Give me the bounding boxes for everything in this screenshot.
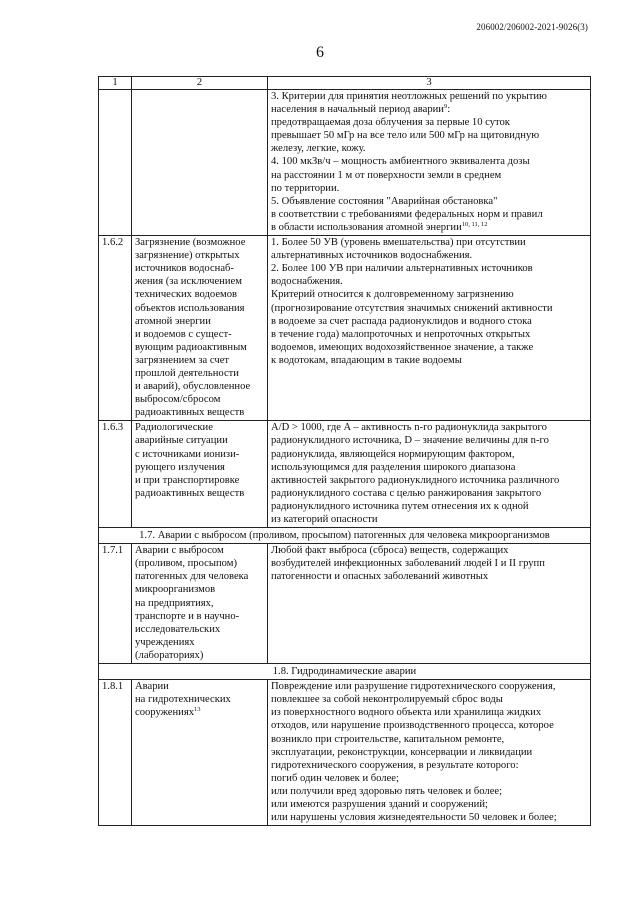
footnote-mark: 13 — [194, 706, 201, 714]
text-line: радионуклидного источника, D – значение величины для n-го — [271, 435, 549, 447]
text-line: в течение года) малопроточных и непроточных открытых — [271, 328, 531, 340]
text-line: Критерий относится к долговременному загрязнению — [271, 289, 514, 301]
section-row-1-7 — [99, 528, 591, 544]
text-line: Аварии — [135, 681, 169, 693]
text-line: (лабораториях) — [135, 649, 204, 661]
object-cell — [132, 680, 268, 826]
page-number: 6 — [316, 44, 324, 61]
text-line: жения (за исключением — [135, 276, 242, 288]
table-row-1-8-1 — [99, 680, 591, 826]
table-row-continuation — [99, 90, 591, 236]
text-line: аварийные ситуации — [135, 435, 228, 447]
section-row-1-8 — [99, 664, 591, 680]
object-cell — [132, 90, 268, 236]
text-line: из поверхностного водного объекта или хранилища жидких — [271, 707, 542, 719]
text-line: 3. Критерии для принятия неотложных решений по укрытию — [271, 91, 547, 102]
text-line: атомной энергии — [135, 315, 211, 327]
text-line: повлекшее за собой неконтролируемый сброс воды — [271, 694, 503, 706]
text-line: погиб один человек и более; — [271, 772, 399, 784]
text-line: Повреждение или разрушение гидротехнического сооружения, — [271, 681, 556, 693]
text-line: Аварии с выбросом — [135, 545, 224, 557]
text-line: железу, легкие, кожу. — [271, 143, 366, 155]
text-line: водоемов, имеющих водохозяйственное значение, а также — [271, 341, 534, 353]
text-line: вующим радиоактивным — [135, 341, 247, 353]
text-line: микроорганизмов — [135, 584, 216, 596]
criteria-table — [98, 76, 591, 826]
object-cell — [132, 544, 268, 664]
criteria-cell — [268, 421, 591, 528]
text-line: или нарушены условия жизнедеятельности 50 человек и более; — [271, 812, 557, 824]
row-number-cell: 1.8.1 — [99, 680, 132, 826]
text-line: транспорте и в научно- — [135, 610, 240, 622]
footnote-mark: 9 — [443, 103, 448, 111]
text-line: 4. 100 мкЗв/ч – мощность амбиентного эквивалента дозы — [271, 156, 530, 168]
text-line: гидротехнического сооружения, в результате которого: — [271, 759, 519, 771]
text-line: патогенных для человека — [135, 571, 249, 583]
text-line: и водоемов с сущест- — [135, 328, 232, 340]
text-line: выбросом/сбросом — [135, 394, 221, 406]
text-line: A/D > 1000, где A – активность n-го радионуклида закрытого — [271, 422, 547, 434]
text-line: Радиологические — [135, 422, 213, 434]
text-line: 5. Объявление состояния "Аварийная обстановка" — [271, 195, 498, 207]
text-line: и аварий), обусловленное — [135, 381, 251, 393]
column-header-2: 2 — [132, 77, 268, 90]
text-line: радионуклида, являющейся нормирующим фактором, — [271, 448, 515, 460]
text-line: сооружениях$^{13}$ — [135, 706, 201, 719]
text-line: альтернативных источников водоснабжения. — [271, 250, 473, 262]
text-line: к водотокам, впадающим в такие водоемы — [271, 354, 462, 366]
text-line: в области использования атомной энергии$^{10, 11, 12}$ — [271, 220, 488, 233]
text-line: использующимся для разделения широкого диапазона — [271, 461, 516, 473]
column-header-3: 3 — [268, 77, 591, 90]
text-line: радиоактивных веществ — [135, 407, 245, 419]
text-line: возбудителей инфекционных заболеваний людей I и II групп — [271, 558, 545, 570]
text-line: загрязнение) открытых — [135, 250, 240, 262]
criteria-cell — [268, 90, 591, 236]
criteria-cell — [268, 236, 591, 421]
text-line: радионуклидного состава с целью ранжирования закрытого — [271, 487, 542, 499]
footnote-mark: 10, 11, 12 — [461, 220, 488, 228]
text-line: на гидротехнических — [135, 694, 231, 706]
text-line: или получили вред здоровью пять человек и более; — [271, 785, 503, 797]
text-line: 1. Более 50 УВ (уровень вмешательства) при отсутствии — [271, 237, 526, 249]
text-line: водоснабжения. — [271, 276, 343, 288]
text-line: превышает 50 мГр на все тело или 500 мГр на щитовидную — [271, 130, 540, 142]
table-row-1-6-3 — [99, 421, 591, 528]
text-line: 2. Более 100 УВ при наличии альтернативных источников — [271, 263, 533, 275]
section-heading: 1.7. Аварии с выбросом (проливом, просыпом) патогенных для человека микроорганизмов — [99, 528, 591, 544]
text-line: по территории. — [271, 182, 340, 194]
column-header-1: 1 — [99, 77, 132, 90]
text-line: эксплуатации, реконструкции, консервации и ликвидации — [271, 746, 533, 758]
table-row-1-6-2 — [99, 236, 591, 421]
text-line: радионуклидного источника путем отнесения их к одной — [271, 500, 529, 512]
row-number-cell: 1.6.2 — [99, 236, 132, 421]
text-line: предотвращаемая доза облучения за первые 10 суток — [271, 117, 510, 129]
text-line: Любой факт выброса (сброса) веществ, содержащих — [271, 545, 509, 557]
text-line: учреждениях — [135, 636, 195, 648]
text-line: прошлой деятельности — [135, 367, 239, 379]
row-number-cell: 1.6.3 — [99, 421, 132, 528]
text-line: на расстоянии 1 м от поверхности земли в среднем — [271, 169, 502, 181]
text-line: на предприятиях, — [135, 597, 214, 609]
object-cell — [132, 421, 268, 528]
text-line: исследовательских — [135, 623, 221, 635]
text-line: (проливом, просыпом) — [135, 558, 237, 570]
object-cell — [132, 236, 268, 421]
section-heading: 1.8. Гидродинамические аварии — [99, 664, 591, 680]
text-line: и при транспортировке — [135, 474, 240, 486]
table-header-row — [99, 77, 591, 90]
document-id: 206002/206002-2021-9026(3) — [476, 22, 588, 32]
text-line: технических водоемов — [135, 289, 238, 301]
text-line: в водоеме за счет распада радионуклидов и водного стока — [271, 315, 532, 327]
criteria-cell — [268, 680, 591, 826]
text-line: объектов использования — [135, 302, 245, 314]
row-number-cell — [99, 90, 132, 236]
text-line: населения в начальный период аварии$^9$: — [271, 103, 451, 116]
text-line: загрязнением за счет — [135, 354, 230, 366]
text-line: (прогнозирование отсутствия значимых снижений активности — [271, 302, 553, 314]
text-line: радиоактивных веществ — [135, 487, 245, 499]
criteria-cell — [268, 544, 591, 664]
text-line: с источниками ионизи- — [135, 448, 240, 460]
text-line: возникло при строительстве, капитальном ремонте, — [271, 733, 505, 745]
text-line: в соответствии с требованиями федеральных норм и правил — [271, 208, 543, 220]
text-line: патогенности и опасных заболеваний животных — [271, 571, 489, 583]
table-row-1-7-1 — [99, 544, 591, 664]
text-line: или имеются разрушения зданий и сооружений; — [271, 798, 488, 810]
row-number-cell: 1.7.1 — [99, 544, 132, 664]
text-line: рующего излучения — [135, 461, 225, 473]
text-line: Загрязнение (возможное — [135, 237, 246, 249]
text-line: из категорий опасности — [271, 514, 378, 525]
text-line: активностей закрытого радионуклидного источника различного — [271, 474, 560, 486]
text-line: отходов, или нарушение производственного процесса, которое — [271, 720, 554, 732]
text-line: источников водоснаб- — [135, 263, 234, 275]
